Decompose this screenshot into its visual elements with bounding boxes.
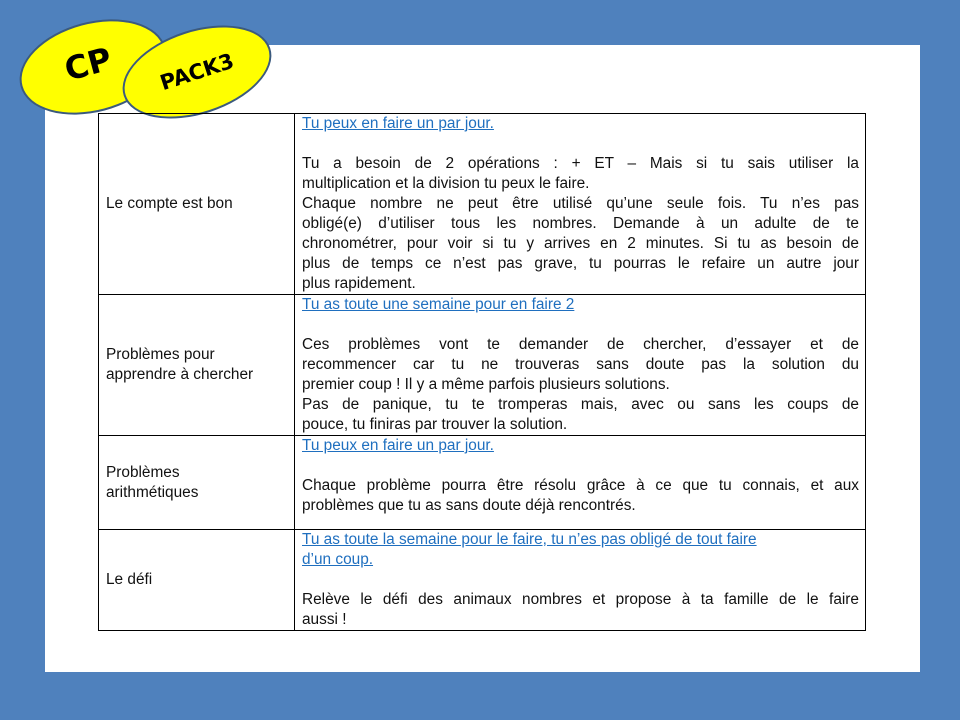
instruction-link[interactable]: Tu as toute la semaine pour le faire, tu n’es pas obligé de tout faire bbox=[302, 531, 757, 548]
paragraph-line: Relève le défi des animaux nombres et propose à ta famille de le faire bbox=[302, 591, 859, 608]
paragraph-line: Ces problèmes vont te demander de chercher, d’essayer et de bbox=[302, 336, 859, 353]
table-row bbox=[99, 114, 866, 295]
row-label-cell bbox=[99, 530, 295, 631]
pack-badge-text: PACK3 bbox=[157, 48, 237, 96]
instruction-link[interactable]: Tu peux en faire un par jour. bbox=[302, 115, 494, 132]
row-label-line: Problèmes bbox=[106, 463, 180, 481]
paragraph-line: Tu a besoin de 2 opérations : + ET – Mais si tu sais utiliser la bbox=[302, 155, 859, 172]
row-label-line: Le compte est bon bbox=[106, 195, 233, 212]
row-label-cell bbox=[99, 114, 295, 295]
paragraph-line: plus de temps ce n’est pas grave, tu pourras le refaire un autre jour bbox=[302, 255, 859, 272]
row-content-cell bbox=[295, 436, 866, 530]
row-label-line: Problèmes pour bbox=[106, 346, 215, 363]
paragraph-line: Pas de panique, tu te tromperas mais, avec ou sans les coups de bbox=[302, 396, 859, 413]
table-row bbox=[99, 530, 866, 631]
paragraph-line: multiplication et la division tu peux le faire. bbox=[302, 175, 590, 192]
paragraph-line: Chaque nombre ne peut être utilisé qu’une seule fois. Tu n’es pas bbox=[302, 195, 859, 212]
row-label-line: apprendre à chercher bbox=[106, 366, 254, 383]
activities-table bbox=[98, 113, 866, 631]
row-label-cell bbox=[99, 295, 295, 436]
paragraph-line: premier coup ! Il y a même parfois plusieurs solutions. bbox=[302, 376, 670, 393]
row-label-cell bbox=[99, 436, 295, 530]
paragraph-line: problèmes que tu as sans doute déjà rencontrés. bbox=[302, 497, 636, 514]
spacer bbox=[302, 134, 859, 154]
row-content-cell bbox=[295, 295, 866, 436]
table-row bbox=[99, 436, 866, 530]
paragraph-line: plus rapidement. bbox=[302, 275, 416, 292]
paragraph-line: aussi ! bbox=[302, 611, 347, 628]
instruction-link[interactable]: Tu as toute une semaine pour en faire 2 bbox=[302, 296, 575, 313]
spacer bbox=[302, 315, 859, 335]
row-content-cell bbox=[295, 530, 866, 631]
spacer bbox=[302, 456, 859, 476]
paragraph-line: pouce, tu finiras par trouver la solution. bbox=[302, 416, 568, 433]
paragraph-line: obligé(e) d’utiliser tous les nombres. Demande à un adulte de te bbox=[302, 215, 859, 232]
paragraph-line: recommencer car tu ne trouveras sans doute pas la solution du bbox=[302, 356, 859, 373]
paragraph-line: chronométrer, pour voir si tu y arrives en 2 minutes. Si tu as besoin de bbox=[302, 235, 859, 252]
row-label-line: Le défi bbox=[106, 571, 153, 588]
row-content-cell bbox=[295, 114, 866, 295]
table-row bbox=[99, 295, 866, 436]
paragraph-line: Chaque problème pourra être résolu grâce à ce que tu connais, et aux bbox=[302, 477, 859, 494]
cp-badge-text: CP bbox=[60, 39, 116, 89]
instruction-link[interactable]: d’un coup. bbox=[302, 551, 374, 568]
instruction-link[interactable]: Tu peux en faire un par jour. bbox=[302, 437, 494, 454]
row-label-line: arithmétiques bbox=[106, 483, 199, 501]
spacer bbox=[302, 570, 859, 590]
